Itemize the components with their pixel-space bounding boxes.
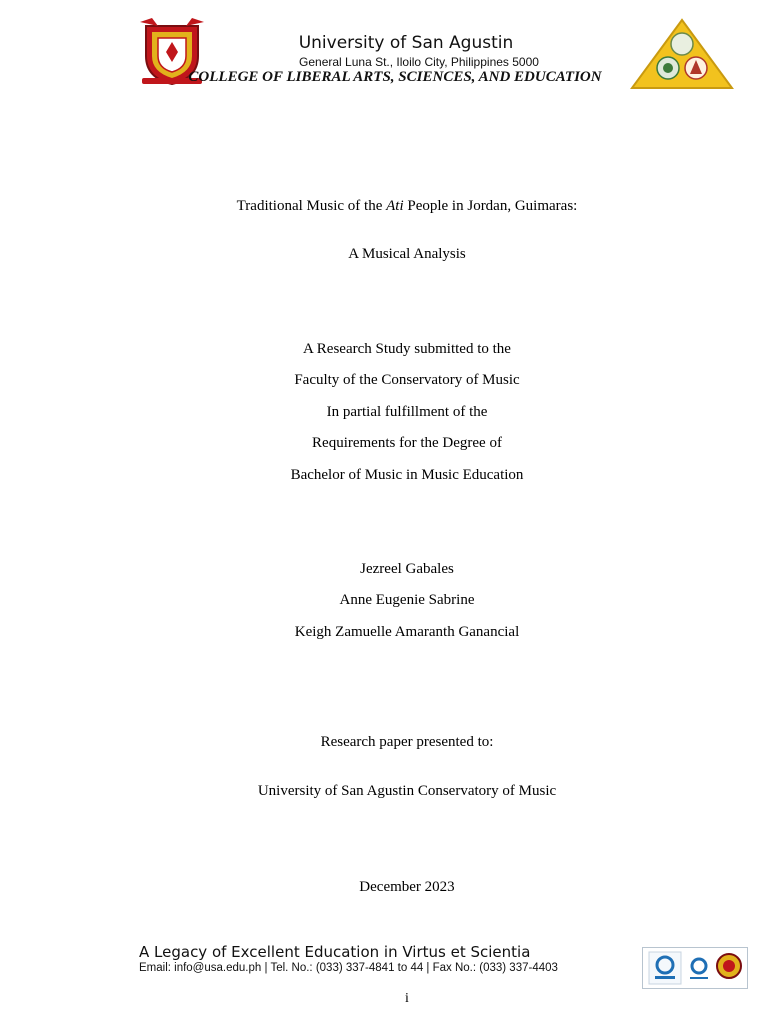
submission-date: December 2023 [359, 879, 455, 895]
author-1: Jezreel Gabales [360, 561, 454, 577]
title-line-2: A Musical Analysis [348, 246, 466, 262]
title-text-after: People in Jordan, Guimaras: [403, 198, 578, 214]
certification-logos-icon [643, 948, 747, 988]
college-triangle-logo [630, 18, 734, 90]
certification-badges [642, 947, 748, 989]
submission-line-2: Faculty of the Conservatory of Music [294, 372, 520, 388]
university-name: University of San Agustin [298, 33, 514, 53]
title-line-1 [0, 197, 768, 215]
title-text-before: Traditional Music of the [236, 198, 387, 214]
footer-contact: Email: info@usa.edu.ph | Tel. No.: (033) 337-4841 to 44 | Fax No.: (033) 337-4403 [139, 962, 558, 974]
submission-line-1: A Research Study submitted to the [303, 341, 511, 357]
footer-motto: A Legacy of Excellent Education in Virtus et Scientia [139, 943, 531, 961]
author-3: Keigh Zamuelle Amaranth Ganancial [294, 624, 520, 640]
presented-label: Research paper presented to: [320, 734, 494, 750]
author-2: Anne Eugenie Sabrine [339, 592, 475, 608]
submission-line-3: In partial fulfillment of the [326, 404, 488, 420]
university-address: General Luna St., Iloilo City, Philippines 5000 [299, 55, 539, 69]
submission-line-4: Requirements for the Degree of [312, 435, 502, 451]
presented-to: University of San Agustin Conservatory of Music [257, 783, 557, 799]
college-name: COLLEGE OF LIBERAL ARTS, SCIENCES, AND EDUCATION [188, 69, 602, 85]
page-number: i [405, 991, 409, 1006]
submission-line-5: Bachelor of Music in Music Education [290, 467, 524, 483]
title-italic-ati: Ati [386, 198, 404, 214]
